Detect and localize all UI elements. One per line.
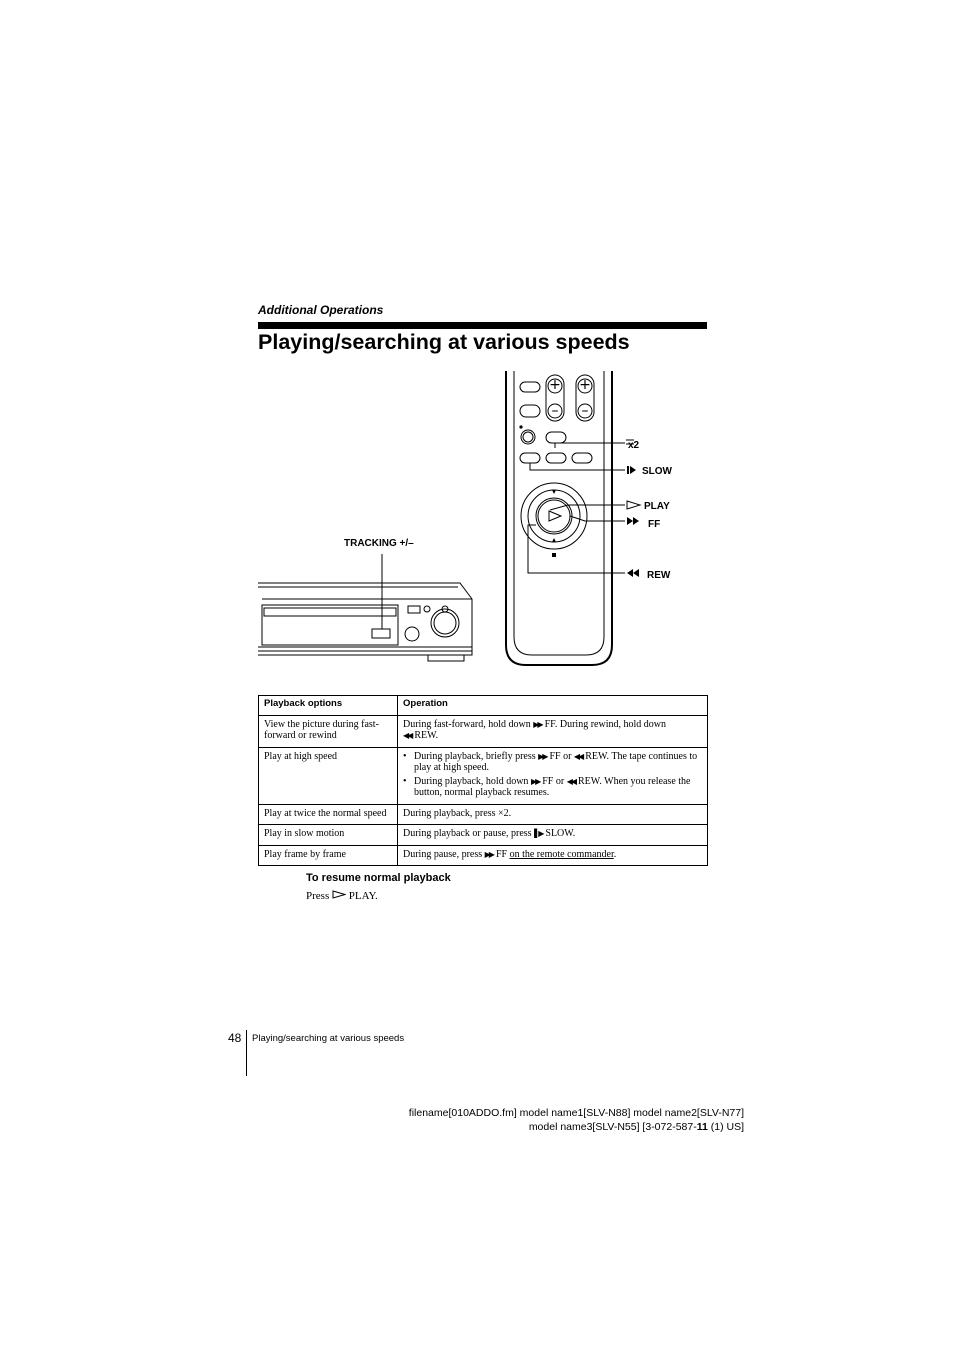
option-cell: Play frame by frame [259,845,398,866]
operation-text: . [613,848,617,860]
operation-text: During playback, briefly press [414,750,536,762]
operation-text: REW. [414,730,439,741]
label-play: PLAY [644,501,670,512]
svg-text:+: + [549,377,561,393]
slow-icon: ▌▶ [534,829,543,838]
play-icon [332,890,346,899]
table-row [259,715,708,747]
operation-text: During playback or pause, press [403,828,532,839]
bullet-item [403,776,702,799]
operation-text: During playback, hold down [414,775,529,787]
remote-commander-link: on the remote commander [509,848,614,860]
file-info [409,1106,744,1134]
page-number: 48 [228,1031,242,1045]
table-row [259,825,708,846]
option-cell: Play at twice the normal speed [259,804,398,825]
table-row [259,804,708,825]
operation-cell [398,715,708,747]
ff-icon: ▶▶ [530,776,540,786]
page-title: Playing/searching at various speeds [258,330,630,354]
operation-text: FF or [542,775,565,787]
label-rew: REW [647,570,671,581]
operation-text: REW. The tape continues to play at high speed. [414,750,698,773]
option-cell: Play in slow motion [259,825,398,846]
operation-text: FF [495,848,508,860]
header-playback-options: Playback options [259,696,398,716]
ff-icon: ▶▶ [538,751,547,761]
resume-text-play: PLAY. [348,890,378,902]
svg-text:+: + [579,377,591,393]
operation-bullets [403,751,702,799]
operation-cell [398,747,708,804]
operation-text: SLOW. [545,828,576,839]
title-rule [258,322,707,329]
label-ff: FF [648,519,661,530]
table-header-row [259,696,708,716]
bullet-item [403,751,702,774]
option-cell: Play at high speed [259,747,398,804]
vcr-remote-illustration [250,365,710,675]
operation-text: REW. When you release the button, normal playback resumes. [414,775,691,798]
ff-icon: ▶▶ [484,849,493,859]
file-info-revision: 11 [696,1121,708,1133]
option-cell: View the picture during fast-forward or rewind [259,715,398,747]
running-footer: Playing/searching at various speeds [252,1033,405,1044]
operation-cell [398,845,708,866]
table-row [259,747,708,804]
rew-icon: ◀◀ [566,776,576,786]
label-tracking: TRACKING +/– [344,538,414,549]
resume-text-press: Press [306,890,330,902]
label-x2: x2 [628,440,640,451]
file-info-line2 [409,1120,744,1134]
label-slow: SLOW [642,466,672,477]
resume-text [306,890,378,902]
file-info-line1: filename[010ADDO.fm] model name1[SLV-N88] model name2[SLV-N77] [408,1107,744,1119]
operation-text: FF or [549,750,572,762]
resume-heading: To resume normal playback [306,872,451,884]
operation-cell [398,825,708,846]
svg-text:–: – [551,403,559,419]
file-info-text: model name3[SLV-N55] [3-072-587- [528,1121,697,1133]
operation-cell: During playback, press ×2. [398,804,708,825]
footer-rule [246,1030,247,1076]
remote-commander [506,371,625,665]
svg-text:–: – [581,403,589,419]
ff-icon: ▶▶ [533,719,542,729]
operation-text: During pause, press [403,848,483,860]
playback-options-table [258,695,708,866]
vcr-front-panel [258,554,472,661]
header-operation: Operation [398,696,708,716]
rew-icon: ◀◀ [573,751,583,761]
operation-text: FF. During rewind, hold down [544,718,666,730]
rew-icon: ◀◀ [403,731,412,740]
file-info-text: (1) US] [707,1121,744,1133]
section-label: Additional Operations [258,303,384,317]
operation-text: During fast-forward, hold down [403,718,531,730]
table-row [259,845,708,866]
